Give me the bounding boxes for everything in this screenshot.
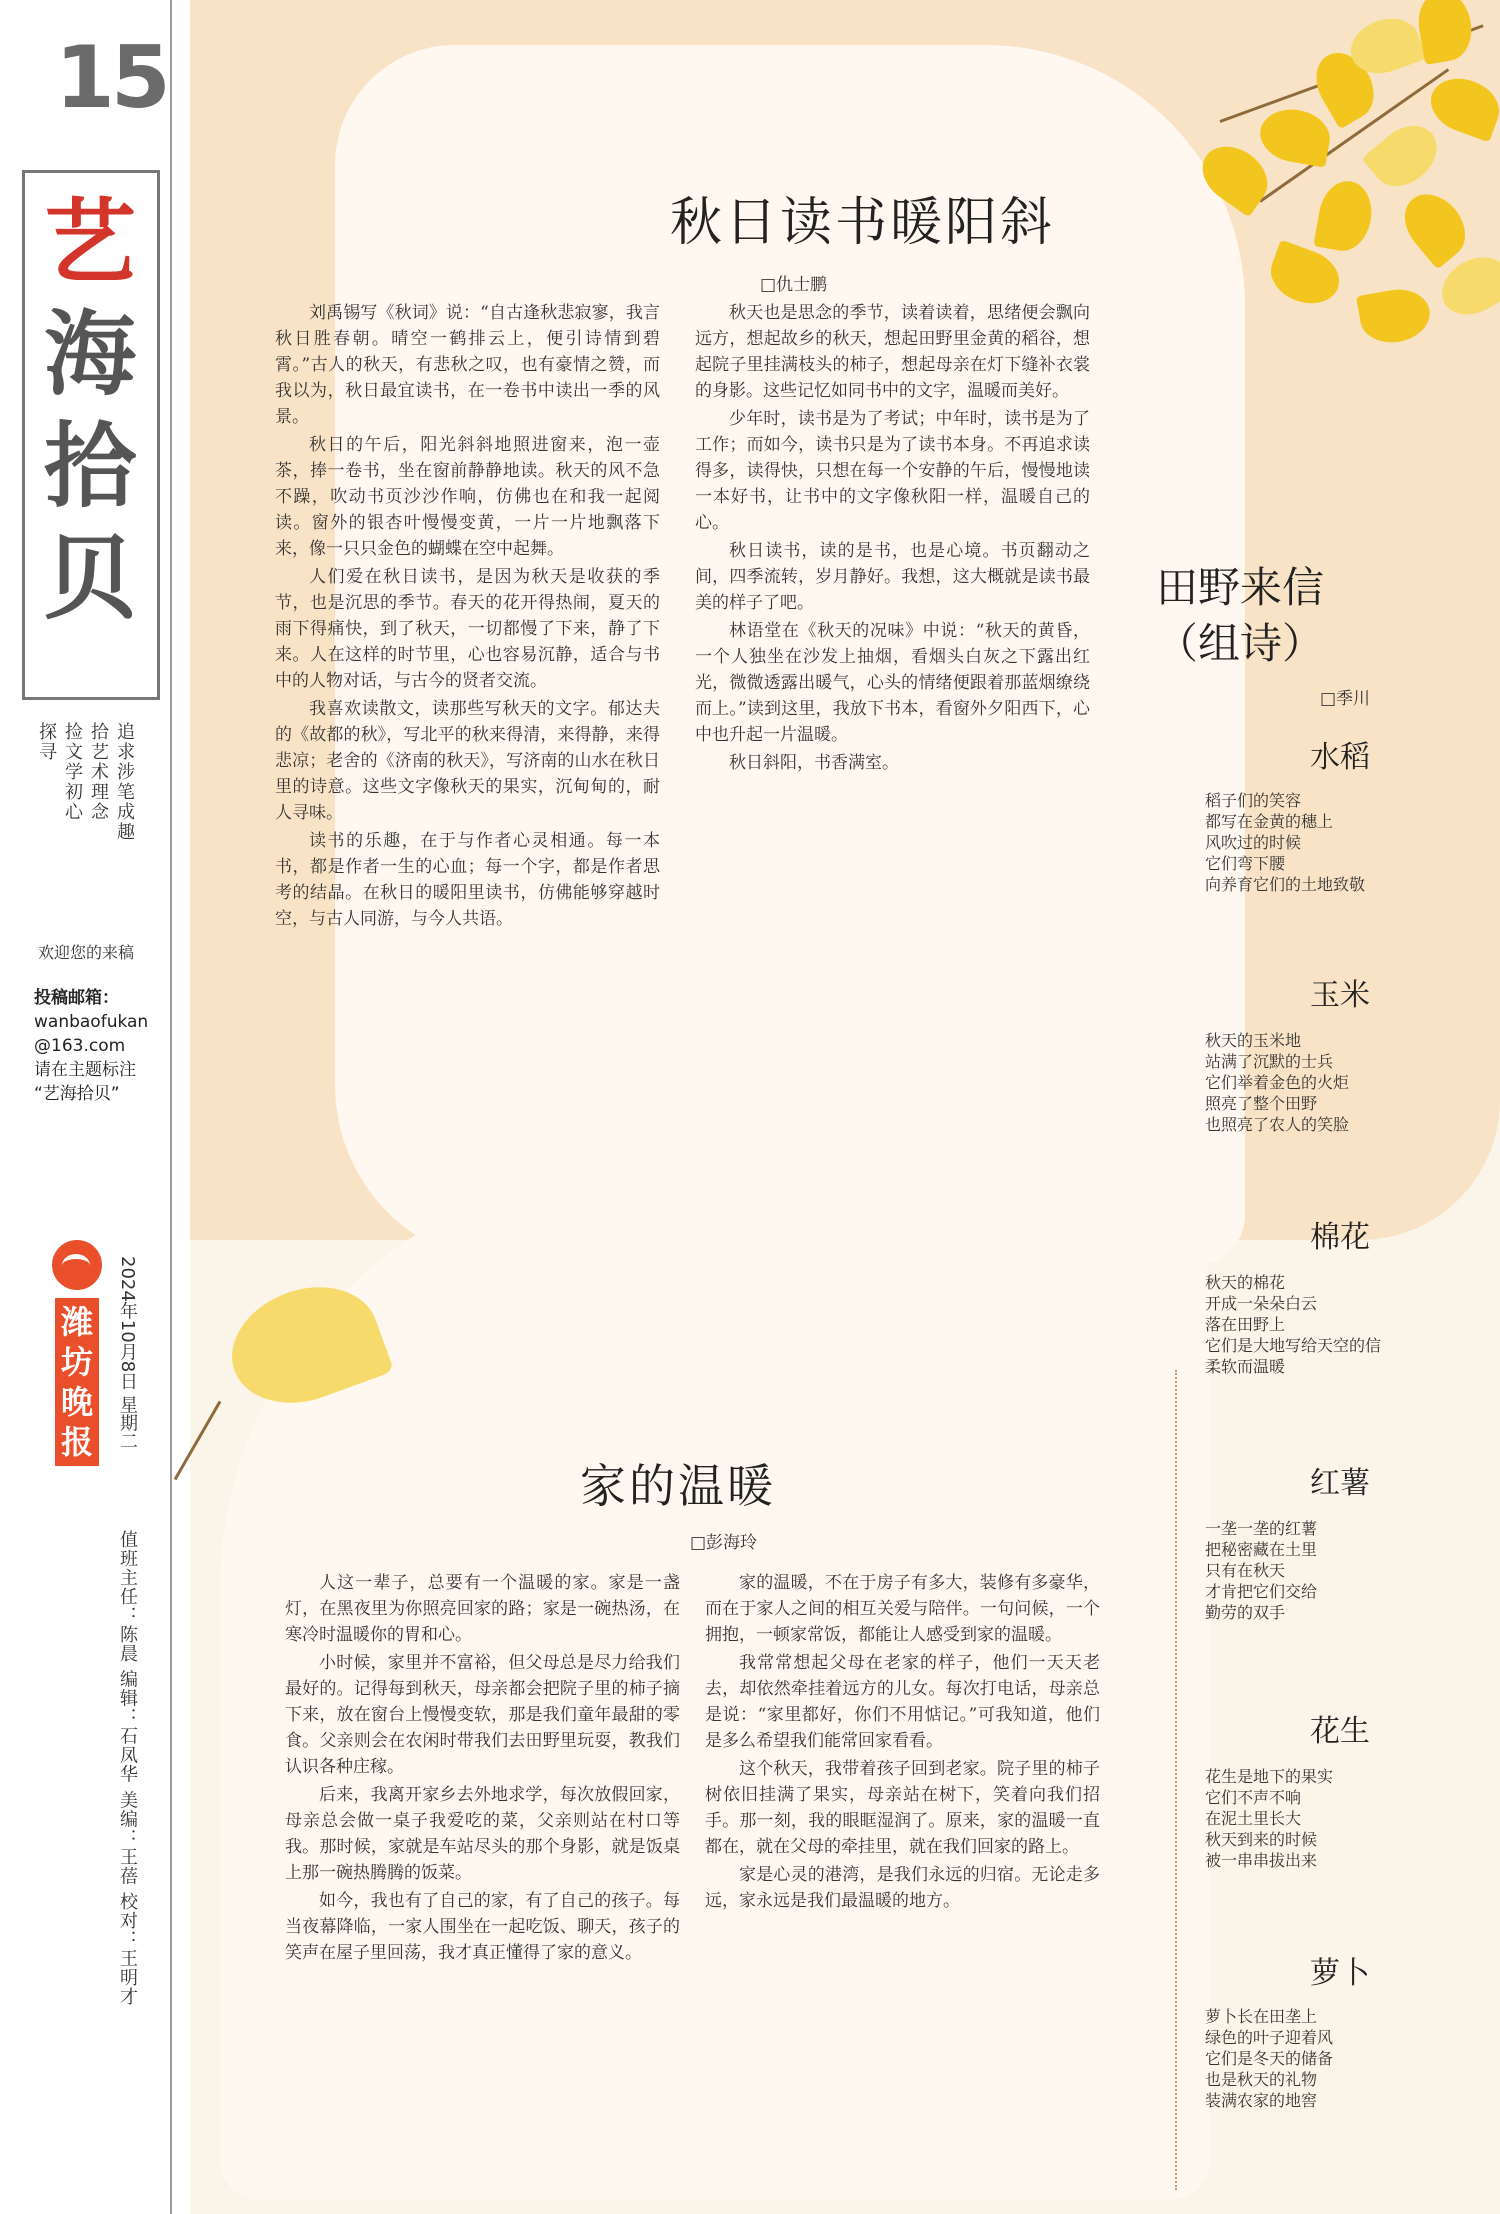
poem-line: 它们是大地写给天空的信: [1205, 1336, 1382, 1355]
paragraph: 少年时，读书是为了考试；中年时，读书是为了工作；而如今，读书只是为了读书本身。不再追求读得多，读得快，只想在每一个安静的午后，慢慢地读一本好书，让书中的文字像秋阳一样，温暖自己的心。: [695, 409, 1090, 533]
paragraph: 秋天也是思念的季节，读着读着，思绪便会飘向远方，想起故乡的秋天，想起田野里金黄的稻谷，想起院子里挂满枝头的柿子，想起母亲在灯下缝补衣裳的身影。这些记忆如同书中的文字，温暖而美好。: [695, 303, 1090, 401]
paragraph: 秋日读书，读的是书，也是心境。书页翻动之间，四季流转，岁月静好。我想，这大概就是读书最美的样子了吧。: [695, 541, 1090, 613]
section-title: [40, 186, 140, 634]
paragraph: 我常常想起父母在老家的样子，他们一天天老去，却依然牵挂着远方的儿女。每次打电话，母亲总是说：“家里都好，你们不用惦记。”可我知道，他们是多么希望我们能常回家看看。: [705, 1653, 1100, 1751]
article-byline: □仇士鹏: [760, 275, 828, 295]
contact-label: 投稿邮箱：: [34, 988, 119, 1008]
poem-line: 秋天到来的时候: [1205, 1830, 1318, 1849]
paragraph: 人们爱在秋日读书，是因为秋天是收获的季节，也是沉思的季节。春天的花开得热闹，夏天的雨下得痛快，到了秋天，一切都慢了下来，静了下来。人在这样的时节里，心也容易沉静，适合与书中的人物对话，与古今的贤者交流。: [275, 567, 660, 691]
poem-line: 一垄一垄的红薯: [1205, 1519, 1318, 1538]
poem-stanza: [1205, 1030, 1480, 1135]
sidebar-divider: [170, 0, 172, 2214]
poem-title-line: （组诗）: [1155, 619, 1324, 668]
poem-byline: □季川: [1320, 689, 1371, 709]
poem-line: 向养育它们的土地致敬: [1205, 875, 1366, 894]
column-divider: [1175, 1370, 1177, 2190]
poem-line: 它们不声不响: [1205, 1788, 1302, 1807]
slogan-line: 拾艺术理念: [88, 722, 109, 822]
staff-credits: 值班主任：陈晨 编辑：石凤华 美编：王蓓 校对：王明才: [117, 1530, 138, 2007]
slogan-line: 追求涉笔成趣: [114, 722, 135, 842]
section-title-char: 贝: [43, 524, 136, 632]
section-title-char: 海: [43, 300, 136, 408]
poem-line: 被一串串拔出来: [1205, 1851, 1318, 1870]
page-sidebar: [0, 0, 167, 2214]
poem-section-title: 红薯: [1310, 1466, 1370, 1501]
poem-line: 它们举着金色的火炬: [1205, 1073, 1350, 1092]
paragraph: 秋日斜阳，书香满室。: [729, 753, 899, 773]
poem-line: 它们是冬天的储备: [1205, 2049, 1334, 2068]
poem-section-title: 玉米: [1310, 978, 1370, 1013]
paragraph: 家的温暖，不在于房子有多大，装修有多豪华，而在于家人之间的相互关爱与陪伴。一句问候，一个拥抱，一顿家常饭，都能让人感受到家的温暖。: [705, 1573, 1100, 1645]
article-column: [705, 1570, 1100, 2200]
poem-section-title: 萝卜: [1310, 1956, 1370, 1991]
contact-info: [34, 986, 148, 1106]
section-title-char: 艺: [43, 188, 136, 296]
issue-date: 2024年10月8日 星期二: [117, 1256, 138, 1450]
welcome-text: 欢迎您的来稿: [38, 943, 135, 962]
poem-title: [1130, 560, 1350, 672]
poem-line: 站满了沉默的士兵: [1205, 1052, 1334, 1071]
article-title: 秋日读书暖阳斜: [670, 193, 1056, 253]
poem-line: 它们弯下腰: [1205, 854, 1286, 873]
page-number: 15: [55, 28, 167, 128]
poem-stanza: [1205, 1766, 1480, 1871]
poem-line: 勤劳的双手: [1205, 1603, 1286, 1622]
poem-line: 照亮了整个田野: [1205, 1094, 1318, 1113]
paragraph: 后来，我离开家乡去外地求学，每次放假回家，母亲总会做一桌子我爱吃的菜，父亲则站在村口等我。那时候，家就是车站尽头的那个身影，就是饭桌上那一碗热腾腾的饭菜。: [285, 1785, 680, 1883]
paragraph: 如今，我也有了自己的家，有了自己的孩子。每当夜幕降临，一家人围坐在一起吃饭、聊天，孩子的笑声在屋子里回荡，我才真正懂得了家的意义。: [285, 1891, 680, 1963]
paragraph: 秋日的午后，阳光斜斜地照进窗来，泡一壶茶，捧一卷书，坐在窗前静静地读。秋天的风不急不躁，吹动书页沙沙作响，仿佛也在和我一起阅读。窗外的银杏叶慢慢变黄，一片一片地飘落下来，像一只只金色的蝴蝶在空中起舞。: [275, 435, 660, 559]
ginkgo-leaves-icon: [1200, 0, 1500, 380]
poem-section-title: 花生: [1310, 1714, 1370, 1749]
poem-line: 秋天的玉米地: [1205, 1031, 1302, 1050]
poem-line: 都写在金黄的穗上: [1205, 812, 1334, 831]
paragraph: 这个秋天，我带着孩子回到老家。院子里的柿子树依旧挂满了果实，母亲站在树下，笑着向我们招手。那一刻，我的眼眶湿润了。原来，家的温暖一直都在，就在父母的牵挂里，就在我们回家的路上。: [705, 1759, 1100, 1857]
poem-line: 才肯把它们交给: [1205, 1582, 1318, 1601]
note-line: 请在主题标注: [34, 1060, 136, 1080]
logo-text: 潍坊晚报: [55, 1298, 99, 1466]
article-column: [275, 300, 660, 1240]
poem-line: 绿色的叶子迎着风: [1205, 2028, 1334, 2047]
section-title-char: 拾: [43, 412, 136, 520]
poem-line: 花生是地下的果实: [1205, 1767, 1334, 1786]
article-column: [285, 1570, 680, 2200]
poem-line: 装满农家的地窖: [1205, 2091, 1318, 2110]
poem-line: 萝卜长在田垄上: [1205, 2007, 1318, 2026]
poem-stanza: [1205, 1272, 1480, 1377]
article-column: [695, 300, 1090, 1160]
note-line: “艺海拾贝”: [34, 1084, 120, 1104]
poem-line: 落在田野上: [1205, 1315, 1286, 1334]
poem-stanza: [1205, 790, 1480, 895]
paragraph: 读书的乐趣，在于与作者心灵相通。每一本书，都是作者一生的心血；每一个字，都是作者思考的结晶。在秋日的暖阳里读书，仿佛能够穿越时空，与古人同游，与今人共语。: [275, 831, 660, 929]
poem-line: 稻子们的笑容: [1205, 791, 1302, 810]
slogan-line: 捡文学初心: [62, 722, 83, 822]
paragraph: 我喜欢读散文，读那些写秋天的文字。郁达夫的《故都的秋》，写北平的秋来得清，来得静，来得悲凉；老舍的《济南的秋天》，写济南的山水在秋日里的诗意。这些文字像秋天的果实，沉甸甸的，耐人寻味。: [275, 699, 660, 823]
poem-section-title: 水稻: [1310, 740, 1370, 775]
poem-section-title: 棉花: [1310, 1220, 1370, 1255]
poem-line: 柔软而温暖: [1205, 1357, 1286, 1376]
logo-icon: [52, 1240, 102, 1290]
poem-line: 开成一朵朵白云: [1205, 1294, 1318, 1313]
article-byline: □彭海玲: [690, 1533, 758, 1553]
poem-line: 也照亮了农人的笑脸: [1205, 1115, 1350, 1134]
article-title: 家的温暖: [580, 1459, 776, 1513]
poem-title-line: 田野来信: [1155, 563, 1324, 612]
ginkgo-leaf-icon: [190, 1260, 410, 1490]
poem-line: 风吹过的时候: [1205, 833, 1302, 852]
paragraph: 小时候，家里并不富裕，但父母总是尽力给我们最好的。记得每到秋天，母亲都会把院子里的柿子摘下来，放在窗台上慢慢变软，那是我们童年最甜的零食。父亲则会在农闲时带我们去田野里玩耍，教我们认识各种庄稼。: [285, 1653, 680, 1777]
email-line[interactable]: @163.com: [34, 1036, 126, 1056]
paragraph: 林语堂在《秋天的况味》中说：“秋天的黄昏，一个人独坐在沙发上抽烟，看烟头白灰之下露出红光，微微透露出暖气，心头的情绪便跟着那蓝烟缭绕而上。”读到这里，我放下书本，看窗外夕阳西下，心中也升起一片温暖。: [695, 621, 1090, 745]
email-line[interactable]: wanbaofukan: [34, 1012, 149, 1032]
poem-line: 在泥土里长大: [1205, 1809, 1302, 1828]
paragraph: 刘禹锡写《秋词》说：“自古逢秋悲寂寥，我言秋日胜春朝。晴空一鹤排云上，便引诗情到碧霄。”古人的秋天，有悲秋之叹，也有豪情之赞，而我以为，秋日最宜读书，在一卷书中读出一季的风景。: [275, 303, 660, 427]
poem-line: 秋天的棉花: [1205, 1273, 1286, 1292]
poem-line: 把秘密藏在土里: [1205, 1540, 1318, 1559]
poem-stanza: [1205, 1518, 1480, 1623]
paragraph: 人这一辈子，总要有一个温暖的家。家是一盏灯，在黑夜里为你照亮回家的路；家是一碗热汤，在寒冷时温暖你的胃和心。: [285, 1573, 680, 1645]
paragraph: 家是心灵的港湾，是我们永远的归宿。无论走多远，家永远是我们最温暖的地方。: [705, 1865, 1100, 1911]
poem-line: 只有在秋天: [1205, 1561, 1286, 1580]
slogan-line: 探寻: [36, 722, 57, 762]
newspaper-logo: [48, 1240, 106, 1466]
poem-stanza: [1205, 2006, 1480, 2111]
poem-line: 也是秋天的礼物: [1205, 2070, 1318, 2089]
